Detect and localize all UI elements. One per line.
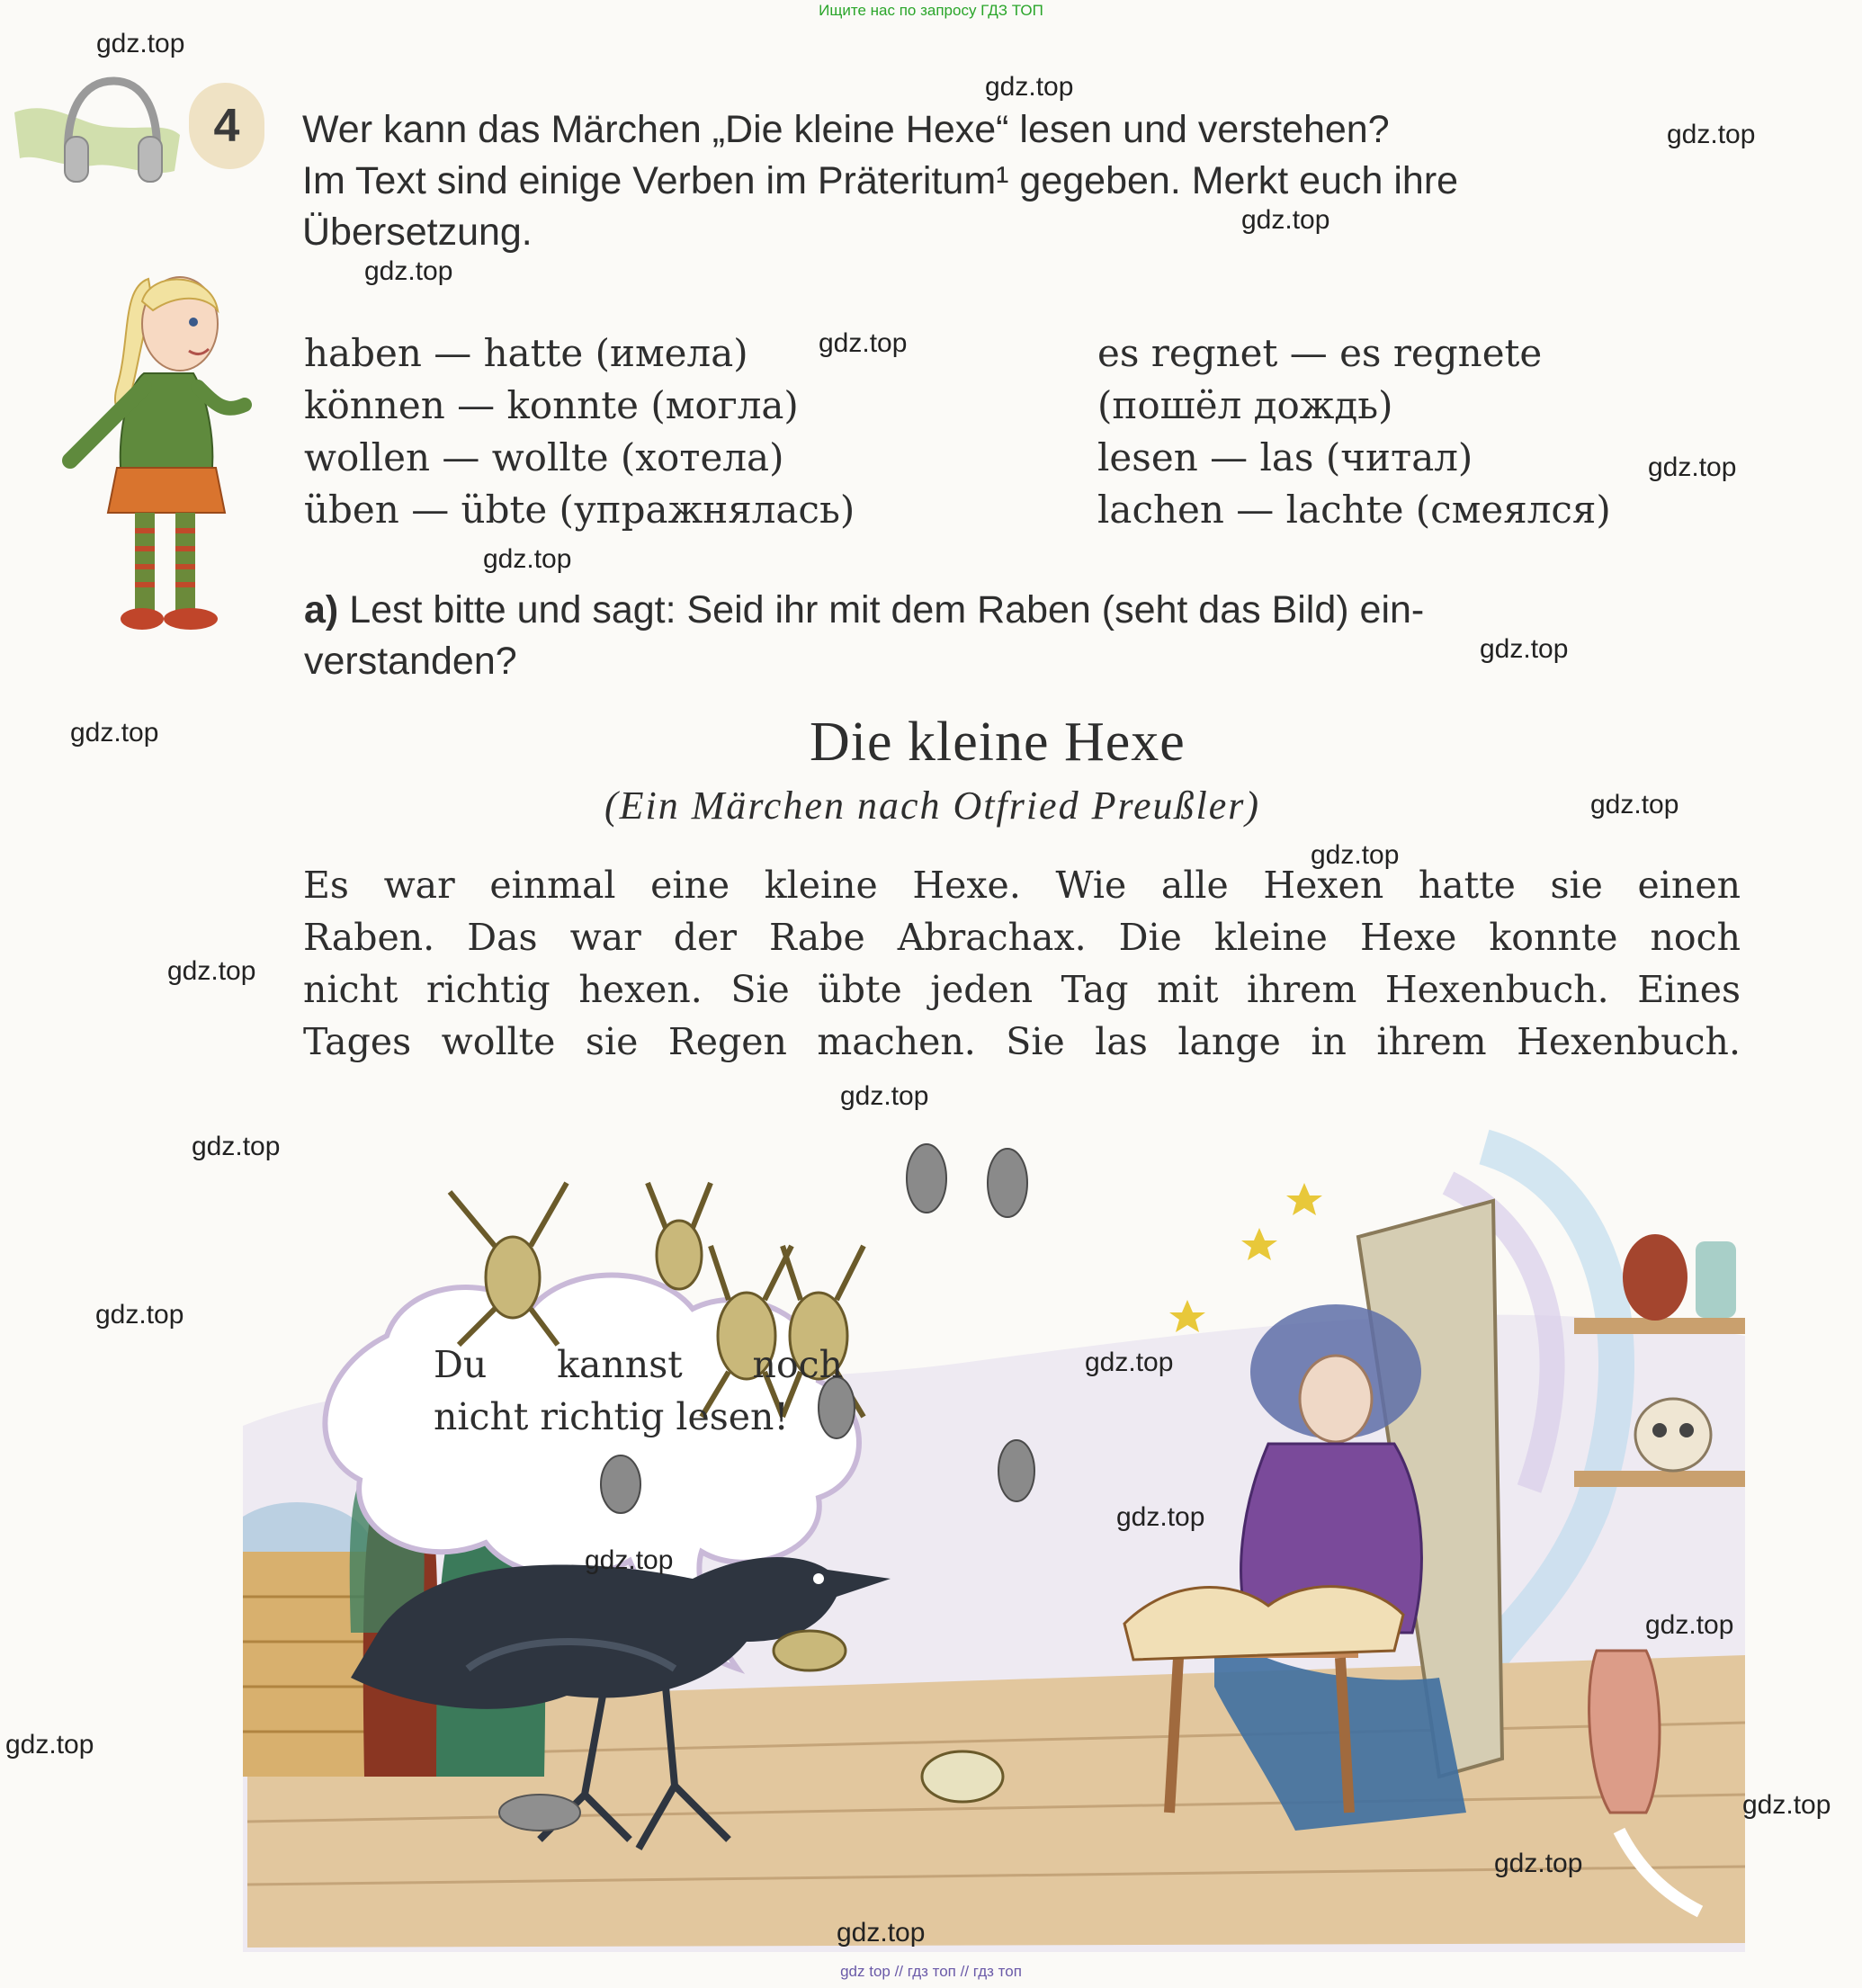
story-line: nicht richtig hexen. Sie übte jeden Tag mit ihrem Hexenbuch. Eines	[303, 968, 1741, 1011]
watermark: gdz.top	[1590, 790, 1679, 819]
watermark: gdz.top	[364, 256, 453, 286]
watermark: gdz.top	[819, 328, 908, 358]
task-a-line: Lest bitte und sagt: Seid ihr mit dem Raben (seht das Bild) ein-	[349, 588, 1425, 631]
verb-pair: haben — hatte (имела)	[304, 331, 748, 375]
speech-line: Du kannst noch	[434, 1343, 843, 1386]
watermark: gdz.top	[1241, 205, 1330, 235]
task-a-label: a)	[304, 588, 339, 631]
witch-raven-illustration	[243, 1129, 1745, 1952]
watermark: gdz.top	[95, 1300, 184, 1330]
watermark: gdz.top	[1645, 1610, 1734, 1640]
bottom-banner[interactable]: gdz top // гдз топ // гдз топ	[840, 1963, 1022, 1980]
girl-illustration	[45, 261, 270, 639]
watermark: gdz.top	[1667, 120, 1756, 149]
exercise-intro	[302, 104, 1750, 258]
intro-line: Übersetzung.	[302, 210, 533, 254]
watermark: gdz.top	[483, 544, 572, 574]
story-line: Raben. Das war der Rabe Abrachax. Die kleine Hexe konnte noch	[303, 916, 1741, 959]
watermark: gdz.top	[1648, 452, 1737, 482]
watermark: gdz.top	[96, 29, 185, 58]
verb-pair: lachen — lachte (смеялся)	[1097, 488, 1611, 532]
watermark: gdz.top	[1116, 1502, 1205, 1532]
watermark: gdz.top	[1494, 1849, 1583, 1878]
story-line: Es war einmal eine kleine Hexe. Wie alle Hexen hatte sie einen	[303, 864, 1741, 907]
intro-line: Im Text sind einige Verben im Präteritum¹ gegeben. Merkt euch ihre	[302, 159, 1459, 202]
verb-pair: können — konnte (могла)	[304, 383, 799, 427]
verb-pair: wollen — wollte (хотела)	[304, 435, 784, 479]
headphones-icon	[13, 72, 184, 189]
story-title: Die kleine Hexe	[810, 712, 1186, 773]
verb-pair: es regnet — es regnete	[1097, 331, 1543, 375]
watermark: gdz.top	[985, 72, 1074, 102]
watermark: gdz.top	[5, 1730, 94, 1760]
watermark: gdz.top	[1742, 1790, 1831, 1820]
watermark: gdz.top	[70, 718, 159, 748]
speech-line: nicht richtig lesen!	[434, 1395, 789, 1438]
watermark: gdz.top	[1480, 634, 1569, 664]
watermark: gdz.top	[1311, 840, 1400, 870]
watermark: gdz.top	[840, 1081, 929, 1111]
task-a-line: verstanden?	[304, 640, 517, 683]
watermark: gdz.top	[192, 1132, 281, 1161]
verbs-left-column	[304, 327, 855, 536]
story-text	[303, 859, 1741, 1068]
speech-bubble	[434, 1339, 843, 1443]
watermark: gdz.top	[167, 956, 256, 986]
verb-pair: (пошёл дождь)	[1097, 383, 1393, 427]
story-line: Tages wollte sie Regen machen. Sie las lange in ihrem Hexenbuch.	[303, 1020, 1741, 1063]
verbs-right-column	[1097, 327, 1611, 536]
exercise-number: 4	[189, 83, 264, 169]
watermark: gdz.top	[585, 1545, 674, 1575]
intro-line: Wer kann das Märchen „Die kleine Hexe“ lesen und verstehen?	[302, 108, 1390, 151]
verb-pair: üben — übte (упражнялась)	[304, 488, 855, 532]
watermark: gdz.top	[837, 1918, 926, 1948]
verb-pair: lesen — las (читал)	[1097, 435, 1473, 479]
story-subtitle: (Ein Märchen nach Otfried Preußler)	[604, 784, 1261, 828]
top-banner[interactable]: Ищите нас по запросу ГДЗ ТОП	[819, 2, 1043, 19]
watermark: gdz.top	[1085, 1348, 1174, 1377]
